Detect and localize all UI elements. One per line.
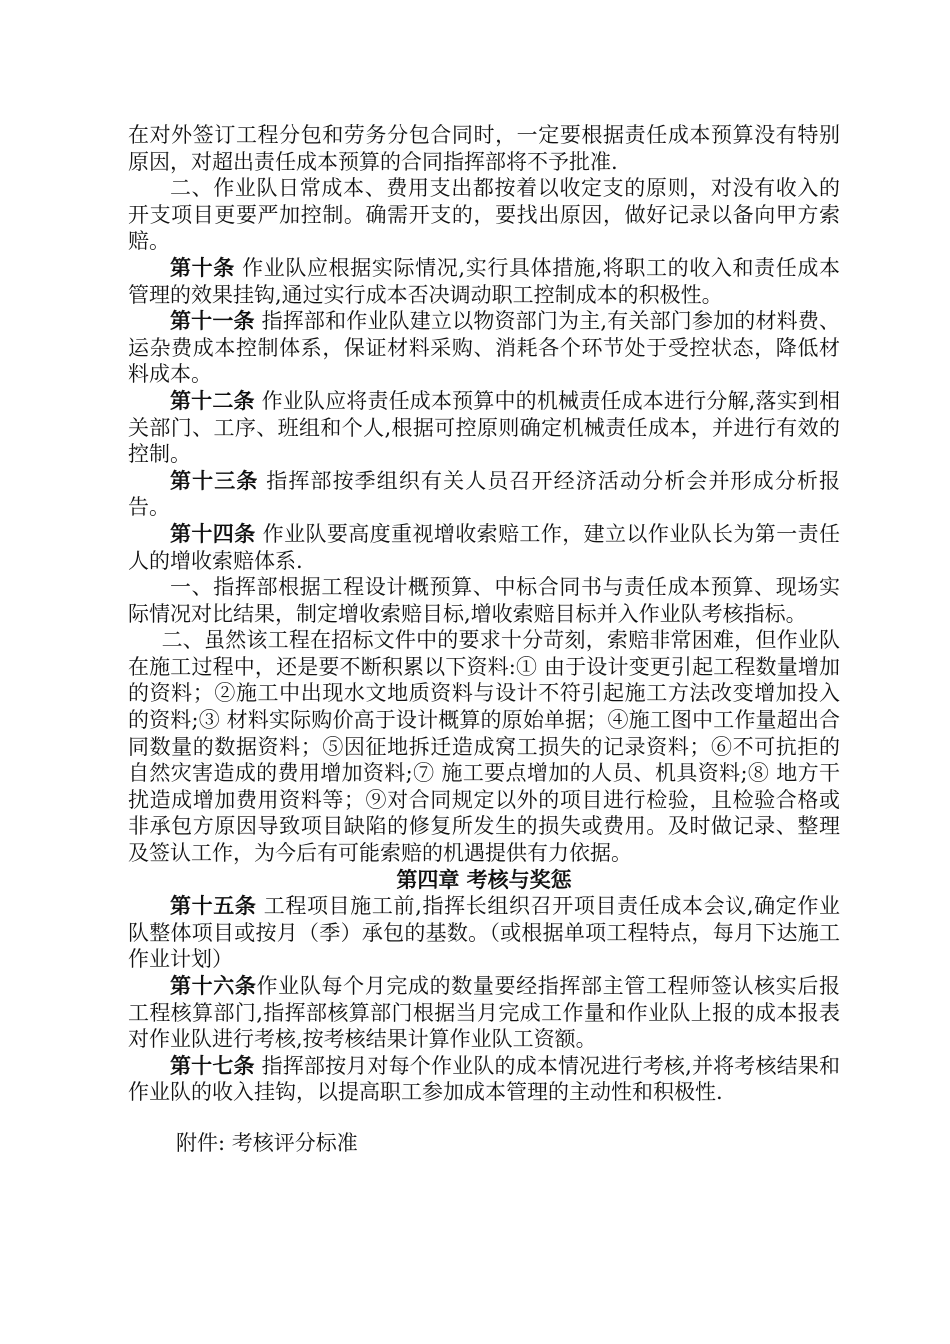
article-heading: 第十六条 <box>170 973 257 998</box>
article-14 <box>128 521 840 574</box>
article-heading: 第十二条 <box>170 387 255 413</box>
paragraph-text: 二、作业队日常成本、费用支出都按着以收定支的原则，对没有收入的开支项目更要严加控制。确需开支的，要找出原因，做好记录以备向甲方索赔。 <box>128 176 840 254</box>
article-text: 作业队要高度重视增收索赔工作，建立以作业队长为第一责任人的增收索赔体系. <box>128 521 840 573</box>
article-heading: 第十条 <box>170 254 235 280</box>
article-17 <box>128 1053 840 1106</box>
document-page <box>128 122 840 1157</box>
article-text: 作业队每个月完成的数量要经指挥部主管工程师签认核实后报工程核算部门,指挥部核算部门根据当月完成工作量和作业队上报的成本报表对作业队进行考核,按考核结果计算作业队工资额。 <box>128 974 841 1052</box>
article-text: 作业队应将责任成本预算中的机械责任成本进行分解,落实到相关部门、工序、班组和个人,根据可控原则确定机械责任成本，并进行有效的控制。 <box>128 388 841 467</box>
article-text: 作业队应根据实际情况,实行具体措施,将职工的收入和责任成本管理的效果挂钩,通过实行成本否决调动职工控制成本的积极性。 <box>128 255 840 307</box>
attachment-note: 附件: 考核评分标准 <box>176 1130 358 1155</box>
paragraph <box>128 122 840 175</box>
article-heading: 第十五条 <box>170 893 257 919</box>
article-text: 指挥部按月对每个作业队的成本情况进行考核,并将考核结果和作业队的收入挂钩，以提高职工参加成本管理的主动性和积极性. <box>128 1053 841 1105</box>
article-heading: 第十一条 <box>170 308 255 334</box>
article-16 <box>128 973 840 1053</box>
article-text: 指挥部按季组织有关人员召开经济活动分析会并形成分析报告。 <box>128 468 840 520</box>
article-11 <box>128 308 840 388</box>
article-heading: 第十四条 <box>170 520 256 546</box>
chapter-title: 第四章 考核与奖惩 <box>396 866 572 892</box>
article-text: 指挥部和作业队建立以物资部门为主,有关部门参加的材料费、运杂费成本控制体系，保证材料采购、消耗各个环节处于受控状态，降低材料成本。 <box>128 309 841 387</box>
article-text: 工程项目施工前,指挥长组织召开项目责任成本会议,确定作业队整体项目或按月（季）承包的基数。（或根据单项工程特点，每月下达施工作业计划） <box>128 894 840 972</box>
article-13 <box>128 468 840 521</box>
paragraph <box>128 627 840 866</box>
paragraph <box>128 175 840 255</box>
article-heading: 第十三条 <box>170 467 259 493</box>
article-12 <box>128 388 840 468</box>
paragraph-text: 在对外签订工程分包和劳务分包合同时，一定要根据责任成本预算没有特别原因，对超出责任成本预算的合同指挥部将不予批准. <box>128 123 840 174</box>
article-15 <box>128 893 840 973</box>
paragraph <box>128 574 840 627</box>
article-10 <box>128 255 840 308</box>
article-heading: 第十七条 <box>170 1052 255 1078</box>
paragraph-text: 二、虽然该工程在招标文件中的要求十分苛刻，索赔非常困难，但作业队在施工过程中，还是要不断积累以下资料:① 由于设计变更引起工程数量增加的资料；②施工中出现水文地质资料与设计不符引起施工方法改变增加投入的资料;③ 材料实际购价高于设计概算的原始单据；④施工图中工作量超出合同数量的数据资料；⑤因征地拆迁造成窝工损失的记录资料；⑥不可抗拒的自然灾害造成的费用增加资料;⑦ 施工要点增加的人员、机具资料;⑧ 地方干扰造成增加费用资料等；⑨对合同规定以外的项目进行检验，且检验合格或非承包方原因导致项目缺陷的修复所发生的损失或费用。及时做记录、整理及签认工作，为今后有可能索赔的机遇提供有力依据。 <box>128 628 840 866</box>
paragraph-text: 一、指挥部根据工程设计概预算、中标合同书与责任成本预算、现场实际情况对比结果，制定增收索赔目标,增收索赔目标并入作业队考核指标。 <box>128 575 840 626</box>
